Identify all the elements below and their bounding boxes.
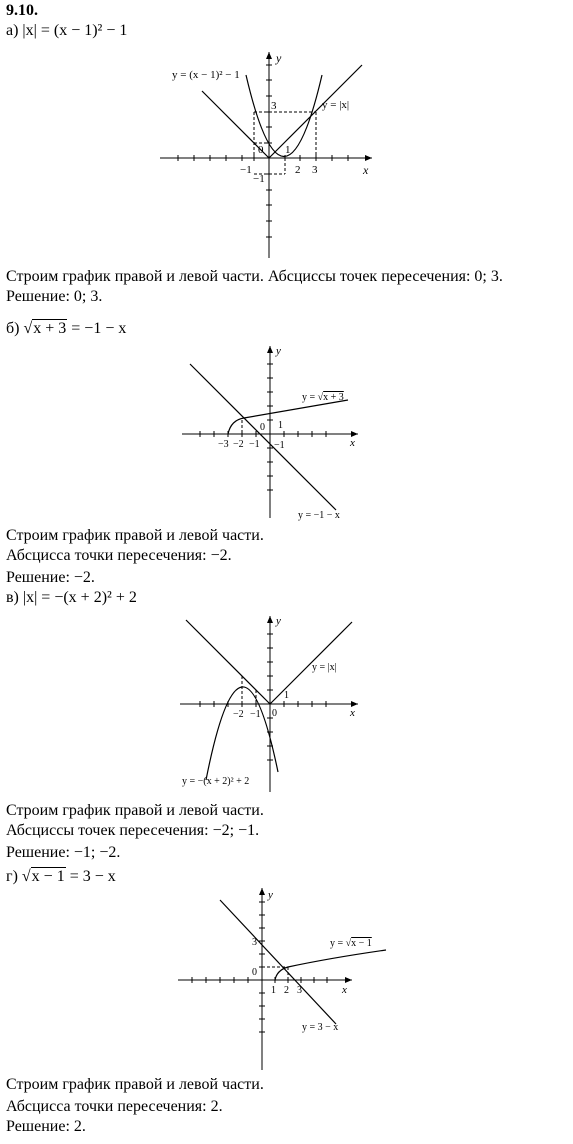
y-axis-label: y: [276, 615, 281, 627]
part-g-text2: Абсцисса точки пересечения: 2.: [6, 1098, 223, 1115]
part-b-text2: Абсцисса точки пересечения: −2.: [6, 547, 232, 564]
parabola-label: y = (x − 1)² − 1: [172, 69, 240, 81]
tick-x-2: 2: [284, 985, 289, 996]
tick-x-neg1: −1: [250, 709, 261, 720]
sqrt-curve: [275, 950, 386, 980]
part-b-solution: Решение: −2.: [6, 569, 95, 586]
tick-x-3: 3: [312, 164, 318, 176]
part-a-solution: Решение: 0; 3.: [6, 288, 103, 305]
tick-x-neg1: −1: [240, 164, 252, 176]
origin-label: 0: [258, 144, 264, 156]
line-label: y = −1 − x: [298, 510, 340, 521]
tick-y-1: 1: [284, 690, 289, 701]
part-v-text2: Абсциссы точек пересечения: −2; −1.: [6, 822, 260, 839]
sqrt-label: y = √x + 3: [302, 392, 344, 403]
abs-left-branch: [186, 620, 270, 704]
part-a-text: Строим график правой и левой части. Абсциссы точек пересечения: 0; 3.: [6, 268, 503, 285]
part-g-solution: Решение: 2.: [6, 1118, 86, 1135]
tick-y-3: 3: [271, 100, 277, 112]
x-axis-label: x: [350, 707, 355, 719]
sqrt-curve: [228, 400, 348, 434]
part-v-solution: Решение: −1; −2.: [6, 844, 121, 861]
abs-label: y = |x|: [312, 662, 337, 673]
part-g-equation: г) √x − 1 = 3 − x: [6, 868, 116, 885]
graph-v: [170, 610, 370, 800]
graph-b: [170, 340, 370, 525]
line-3-minus-x: [220, 900, 336, 1024]
part-a-equation: а) |x| = (x − 1)² − 1: [6, 22, 128, 39]
parabola-label: y = −(x + 2)² + 2: [182, 776, 250, 787]
tick-x-neg3: −3: [218, 439, 229, 450]
abs-label: y = |x|: [322, 99, 350, 111]
tick-y-neg1: −1: [274, 440, 285, 451]
tick-x-neg2: −2: [233, 439, 244, 450]
line-neg1-minus-x: [190, 364, 336, 510]
tick-x-3: 3: [297, 985, 302, 996]
part-v-equation: в) |x| = −(x + 2)² + 2: [6, 589, 137, 606]
tick-x-2: 2: [295, 164, 301, 176]
origin-label: 0: [272, 708, 277, 719]
abs-right-branch: [270, 622, 352, 704]
sqrt-label: y = √x − 1: [330, 938, 372, 949]
line-label: y = 3 − x: [302, 1022, 339, 1033]
x-axis-label: x: [363, 163, 369, 177]
origin-label: 0: [260, 422, 265, 433]
problem-number: 9.10.: [6, 2, 38, 19]
part-v-text1: Строим график правой и левой части.: [6, 802, 264, 819]
y-axis-label: y: [276, 345, 281, 357]
tick-x-neg1: −1: [249, 439, 260, 450]
y-axis-label: y: [268, 889, 273, 901]
tick-y-1: 1: [278, 420, 283, 431]
x-axis-label: x: [350, 437, 355, 449]
graph-a: [150, 44, 390, 264]
part-b-equation: б) √x + 3 = −1 − x: [6, 320, 127, 337]
y-axis-label: y: [276, 51, 282, 65]
tick-x-1: 1: [271, 985, 276, 996]
part-g-text1: Строим график правой и левой части.: [6, 1076, 264, 1093]
part-b-text1: Строим график правой и левой части.: [6, 527, 264, 544]
tick-x-1: 1: [285, 144, 291, 156]
x-axis-label: x: [342, 984, 347, 996]
origin-label: 0: [252, 967, 257, 978]
tick-y-neg1: −1: [253, 173, 265, 185]
graph-g: [170, 884, 390, 1074]
tick-x-neg2: −2: [233, 709, 244, 720]
tick-y-3: 3: [252, 937, 257, 948]
